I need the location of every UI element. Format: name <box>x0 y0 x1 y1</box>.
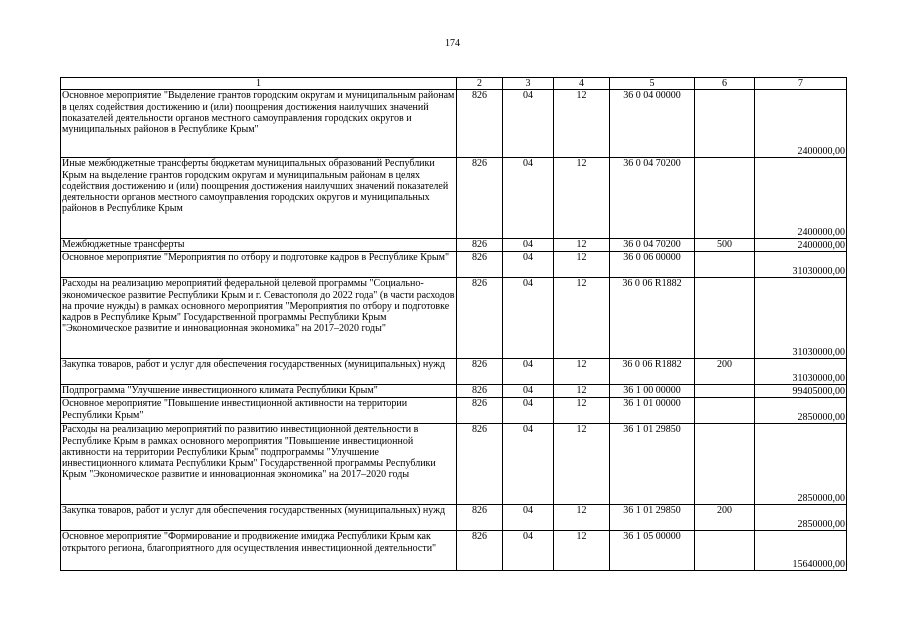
page-number: 174 <box>445 38 460 49</box>
row-target: 36 0 06 00000 <box>610 252 695 278</box>
row-expense-type <box>695 531 755 571</box>
row-target: 36 0 06 R1882 <box>610 359 695 385</box>
row-section: 04 <box>503 424 554 505</box>
row-subsection: 12 <box>554 385 610 398</box>
row-amount: 2850000,00 <box>755 424 847 505</box>
row-section: 04 <box>503 252 554 278</box>
row-name: Расходы на реализацию мероприятий федеральной целевой программы "Социально-экономическое развитие Республики Крым и г. Севастополя до 2022 года" (в части расходов на прочие нужды) в рамках основного мероприятия "Мероприятия по отбору и подготовке кадров в Республике Крым" Государственной программы Республики Крым "Экономическое развитие и инновационная экономика" на 2017–2020 годы" <box>61 278 457 359</box>
row-amount: 2400000,00 <box>755 239 847 252</box>
row-ministry: 826 <box>457 278 503 359</box>
row-expense-type <box>695 252 755 278</box>
row-name: Основное мероприятие "Выделение грантов городским округам и муниципальным районам в целях содействия достижению и (или) поощрения достижения наилучших значений показателей деятельности органов местного самоуправления городских округов и муниципальных районов в Республике Крым" <box>61 90 457 158</box>
row-expense-type <box>695 278 755 359</box>
row-subsection: 12 <box>554 359 610 385</box>
row-name: Закупка товаров, работ и услуг для обеспечения государственных (муниципальных) нужд <box>61 359 457 385</box>
row-expense-type: 200 <box>695 359 755 385</box>
row-expense-type: 200 <box>695 505 755 531</box>
row-ministry: 826 <box>457 398 503 424</box>
row-ministry: 826 <box>457 239 503 252</box>
row-target: 36 1 01 29850 <box>610 424 695 505</box>
row-section: 04 <box>503 531 554 571</box>
header-col-3: 3 <box>503 78 554 90</box>
row-amount: 2850000,00 <box>755 505 847 531</box>
row-amount: 31030000,00 <box>755 252 847 278</box>
header-col-4: 4 <box>554 78 610 90</box>
table-row <box>61 252 847 278</box>
row-target: 36 0 04 70200 <box>610 239 695 252</box>
row-amount: 31030000,00 <box>755 278 847 359</box>
row-section: 04 <box>503 158 554 239</box>
table-row <box>61 531 847 571</box>
row-subsection: 12 <box>554 158 610 239</box>
table-row <box>61 505 847 531</box>
row-target: 36 0 04 70200 <box>610 158 695 239</box>
row-name: Основное мероприятие "Мероприятия по отбору и подготовке кадров в Республике Крым" <box>61 252 457 278</box>
row-ministry: 826 <box>457 359 503 385</box>
table-row <box>61 385 847 398</box>
row-amount: 2400000,00 <box>755 90 847 158</box>
row-amount: 31030000,00 <box>755 359 847 385</box>
header-col-2: 2 <box>457 78 503 90</box>
row-section: 04 <box>503 90 554 158</box>
row-name: Основное мероприятие "Повышение инвестиционной активности на территории Республики Крым" <box>61 398 457 424</box>
row-subsection: 12 <box>554 278 610 359</box>
budget-table <box>60 77 847 571</box>
row-target: 36 1 01 00000 <box>610 398 695 424</box>
row-target: 36 0 04 00000 <box>610 90 695 158</box>
row-subsection: 12 <box>554 531 610 571</box>
row-amount: 2850000,00 <box>755 398 847 424</box>
row-subsection: 12 <box>554 505 610 531</box>
row-target: 36 0 06 R1882 <box>610 278 695 359</box>
header-col-7: 7 <box>755 78 847 90</box>
table-row <box>61 90 847 158</box>
row-subsection: 12 <box>554 239 610 252</box>
row-name: Расходы на реализацию мероприятий по развитию инвестиционной деятельности в Республике Крым в рамках основного мероприятия "Повышение инвестиционной активности на территории Республики Крым" подпрограммы "Улучшение инвестиционного климата Республики Крым" Государственной программы Республики Крым "Экономическое развитие и инновационная экономика" на 2017–2020 годы <box>61 424 457 505</box>
row-expense-type <box>695 424 755 505</box>
row-section: 04 <box>503 398 554 424</box>
row-ministry: 826 <box>457 252 503 278</box>
row-expense-type <box>695 398 755 424</box>
row-amount: 99405000,00 <box>755 385 847 398</box>
row-ministry: 826 <box>457 90 503 158</box>
row-expense-type: 500 <box>695 239 755 252</box>
row-section: 04 <box>503 385 554 398</box>
row-subsection: 12 <box>554 398 610 424</box>
table-row <box>61 278 847 359</box>
row-section: 04 <box>503 505 554 531</box>
header-col-1: 1 <box>61 78 457 90</box>
row-ministry: 826 <box>457 158 503 239</box>
row-section: 04 <box>503 359 554 385</box>
row-ministry: 826 <box>457 424 503 505</box>
row-subsection: 12 <box>554 252 610 278</box>
row-name: Межбюджетные трансферты <box>61 239 457 252</box>
table-row <box>61 158 847 239</box>
row-expense-type <box>695 385 755 398</box>
table-row <box>61 398 847 424</box>
row-name: Подпрограмма "Улучшение инвестиционного климата Республики Крым" <box>61 385 457 398</box>
row-expense-type <box>695 90 755 158</box>
row-name: Закупка товаров, работ и услуг для обеспечения государственных (муниципальных) нужд <box>61 505 457 531</box>
row-target: 36 1 00 00000 <box>610 385 695 398</box>
table-row <box>61 239 847 252</box>
row-ministry: 826 <box>457 505 503 531</box>
row-subsection: 12 <box>554 90 610 158</box>
table-header-row <box>61 78 847 90</box>
row-ministry: 826 <box>457 531 503 571</box>
table-row <box>61 359 847 385</box>
table-row <box>61 424 847 505</box>
row-section: 04 <box>503 239 554 252</box>
row-section: 04 <box>503 278 554 359</box>
row-target: 36 1 01 29850 <box>610 505 695 531</box>
row-name: Иные межбюджетные трансферты бюджетам муниципальных образований Республики Крым на выделение грантов городским округам и муниципальным районам в целях содействия достижению и (или) поощрения достижения наилучших значений показателей деятельности органов местного самоуправления городских округов и муниципальных районов в Республике Крым <box>61 158 457 239</box>
header-col-6: 6 <box>695 78 755 90</box>
row-expense-type <box>695 158 755 239</box>
header-col-5: 5 <box>610 78 695 90</box>
row-ministry: 826 <box>457 385 503 398</box>
row-name: Основное мероприятие "Формирование и продвижение имиджа Республики Крым как открытого региона, благоприятного для осуществления инвестиционной деятельности" <box>61 531 457 571</box>
row-amount: 2400000,00 <box>755 158 847 239</box>
row-subsection: 12 <box>554 424 610 505</box>
row-target: 36 1 05 00000 <box>610 531 695 571</box>
row-amount: 15640000,00 <box>755 531 847 571</box>
